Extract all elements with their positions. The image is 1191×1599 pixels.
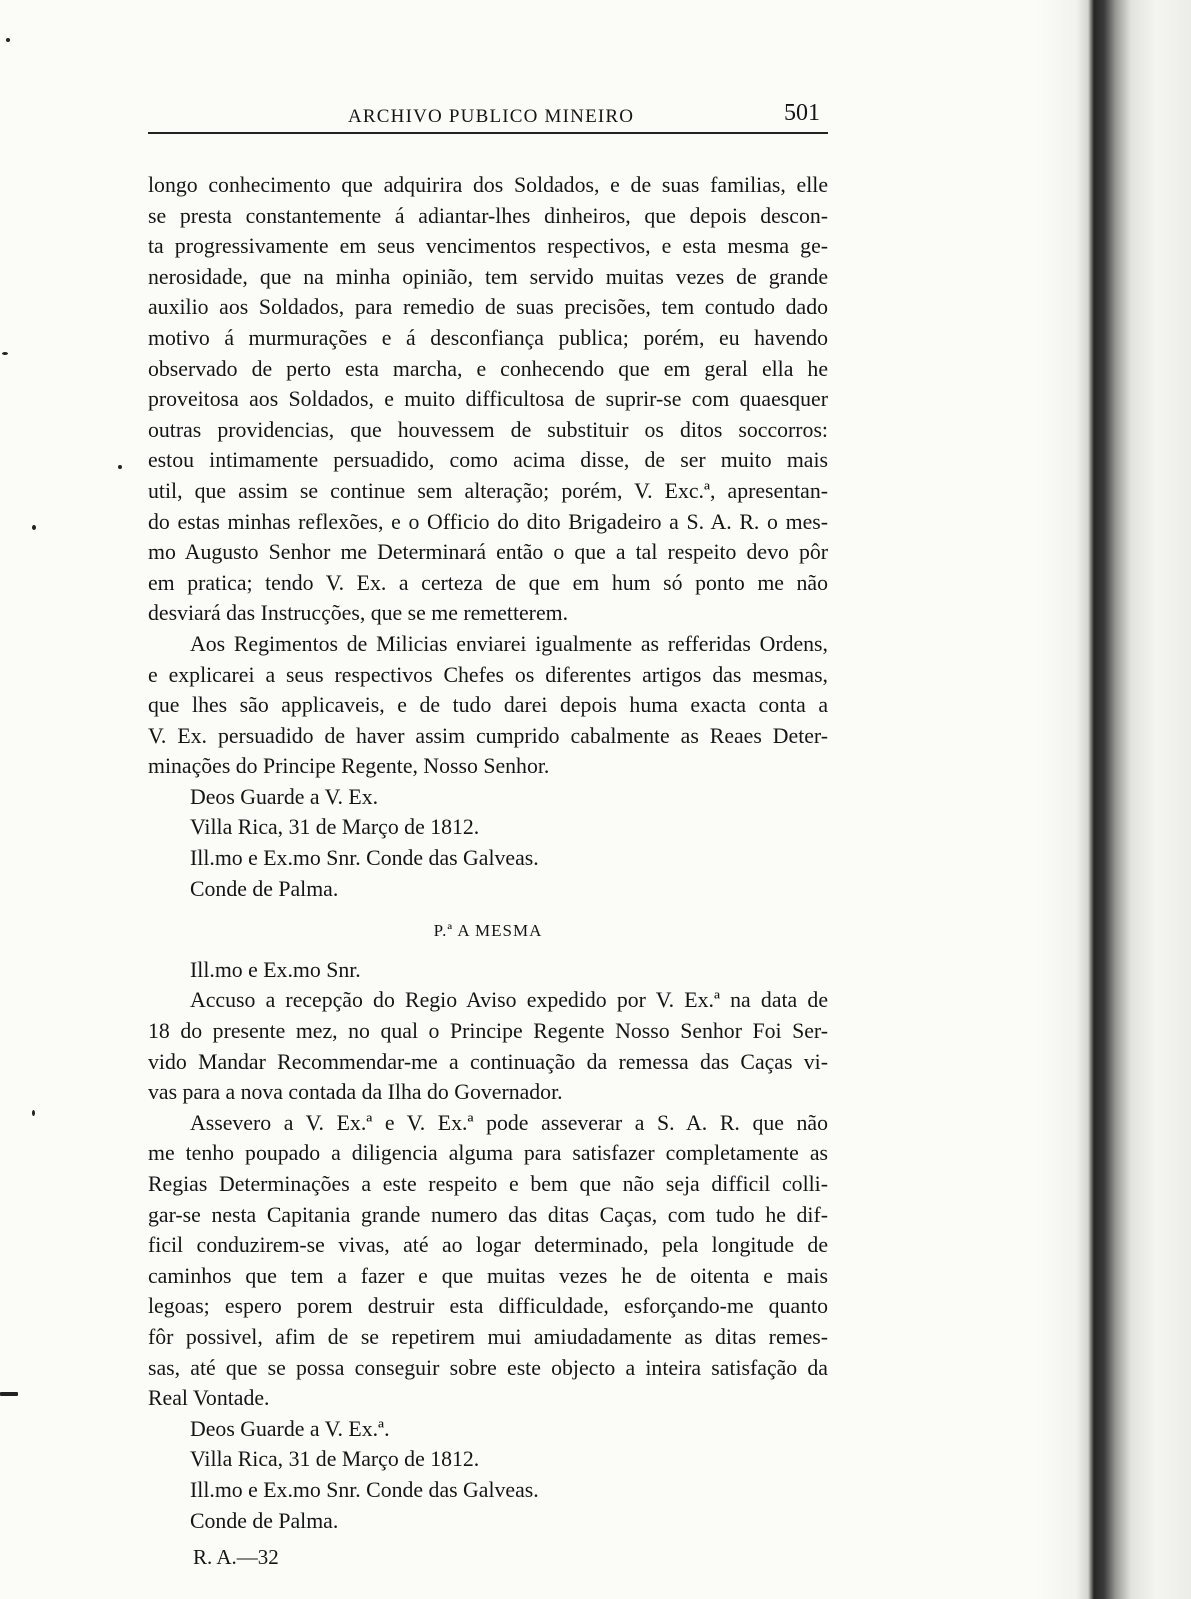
text-line: motivo á murmurações e á desconfiança publica; porém, eu havendo (148, 325, 828, 350)
text-line: minações do Principe Regente, Nosso Senhor. (148, 754, 550, 779)
text-line: V. Ex. persuadido de haver assim cumprido cabalmente as Reaes Deter- (148, 723, 828, 748)
scan-speck (0, 1392, 18, 1396)
text-line: Assevero a V. Ex.ª e V. Ex.ª pode asseverar a S. A. R. que não (190, 1110, 828, 1135)
text-line: gar-se nesta Capitania grande numero das ditas Caças, com tudo he dif- (148, 1202, 828, 1227)
body-text (148, 170, 828, 1573)
text-line: legoas; espero porem destruir esta difficuldade, esforçando-me quanto (148, 1294, 828, 1319)
closing-date: Villa Rica, 31 de Março de 1812. (190, 1447, 480, 1472)
letter2-closing (148, 1414, 828, 1536)
scan-speck (32, 1110, 35, 1116)
text-line: Accuso a recepção do Regio Aviso expedido por V. Ex.ª na data de (190, 988, 828, 1013)
letter1-paragraph1 (148, 170, 828, 629)
text-line: Aos Regimentos de Milicias enviarei igualmente as refferidas Ordens, (190, 631, 828, 656)
closing-addressee: Ill.mo e Ex.mo Snr. Conde das Galveas. (190, 1477, 539, 1502)
text-line: longo conhecimento que adquirira dos Soldados, e de suas familias, elle (148, 173, 828, 197)
letter2-paragraph1 (148, 985, 828, 1107)
text-line: vido Mandar Recommendar-me a continuação da remessa das Caças vi- (148, 1049, 828, 1074)
text-line: se presta constantemente á adiantar-lhes dinheiros, que depois descon- (148, 203, 828, 228)
text-line: caminhos que tem a fazer e que muitas vezes he de oitenta e mais (148, 1263, 828, 1288)
running-title: ARCHIVO PUBLICO MINEIRO (348, 106, 635, 127)
text-line: me tenho poupado a diligencia alguma para satisfazer completamente as (148, 1141, 828, 1166)
text-line: nerosidade, que na minha opinião, tem servido muitas vezes de grande (148, 264, 828, 289)
scan-speck (118, 465, 122, 469)
text-line: fôr possivel, afim de se repetirem mui amiudadamente as ditas remes- (148, 1324, 828, 1349)
page-number: 501 (784, 100, 820, 126)
text-line: desviará das Instrucções, que se me remetterem. (148, 601, 569, 626)
letter2-paragraph2 (148, 1108, 828, 1414)
closing-signature: Conde de Palma. (190, 876, 339, 901)
text-line: do estas minhas reflexões, e o Officio do dito Brigadeiro a S. A. R. o mes- (148, 509, 828, 534)
closing-greeting: Deos Guarde a V. Ex. (190, 784, 379, 809)
scan-speck (32, 525, 36, 530)
text-line: e explicarei a seus respectivos Chefes os diferentes artigos das mesmas, (148, 662, 828, 687)
closing-signature: Conde de Palma. (190, 1508, 339, 1533)
text-line: em pratica; tendo V. Ex. a certeza de que em hum só ponto me não (148, 570, 828, 595)
section-heading (148, 916, 828, 947)
text-line: 18 do presente mez, no qual o Principe Regente Nosso Senhor Foi Ser- (148, 1019, 828, 1044)
running-header (148, 100, 828, 136)
letter2-salutation: Ill.mo e Ex.mo Snr. (190, 957, 361, 982)
text-line: outras providencias, que houvessem de substituir os ditos soccorros: (148, 417, 828, 442)
text-line: util, que assim se continue sem alteração; porém, V. Exc.ª, apresentan- (148, 478, 828, 503)
text-line: estou intimamente persuadido, como acima disse, de ser muito mais (148, 448, 828, 473)
scan-speck (6, 38, 10, 42)
text-line: auxilio aos Soldados, para remedio de suas precisões, tem contudo dado (148, 295, 828, 320)
text-line: Regias Determinações a este respeito e bem que não seja difficil colli- (148, 1172, 828, 1196)
text-line: observado de perto esta marcha, e conhecendo que em geral ella he (148, 356, 828, 381)
text-line: sas, até que se possa conseguir sobre este objecto a inteira satisfação da (148, 1355, 828, 1380)
signature-mark: R. A.—32 (193, 1545, 279, 1570)
closing-greeting: Deos Guarde a V. Ex.ª. (190, 1416, 390, 1441)
header-rule (148, 132, 828, 134)
letter1-closing (148, 782, 828, 904)
closing-date: Villa Rica, 31 de Março de 1812. (190, 815, 480, 840)
text-line: Real Vontade. (148, 1386, 270, 1411)
binding-gutter (1036, 0, 1191, 1599)
heading-text: P.ª A MESMA (433, 921, 543, 941)
text-line: vas para a nova contada da Ilha do Governador. (148, 1080, 563, 1105)
letter1-paragraph2 (148, 629, 828, 782)
scan-speck (2, 352, 8, 355)
text-line: ta progressivamente em seus vencimentos respectivos, e esta mesma ge- (148, 234, 828, 259)
text-line: proveitosa aos Soldados, e muito difficultosa de suprir-se com quaesquer (148, 387, 828, 412)
text-line: mo Augusto Senhor me Determinará então o que a tal respeito devo pôr (148, 540, 828, 565)
text-line: que lhes são applicaveis, e de tudo darei depois huma exacta conta a (148, 693, 828, 718)
text-line: ficil conduzirem-se vivas, até ao logar determinado, pela longitude de (148, 1233, 828, 1258)
closing-addressee: Ill.mo e Ex.mo Snr. Conde das Galveas. (190, 846, 539, 871)
